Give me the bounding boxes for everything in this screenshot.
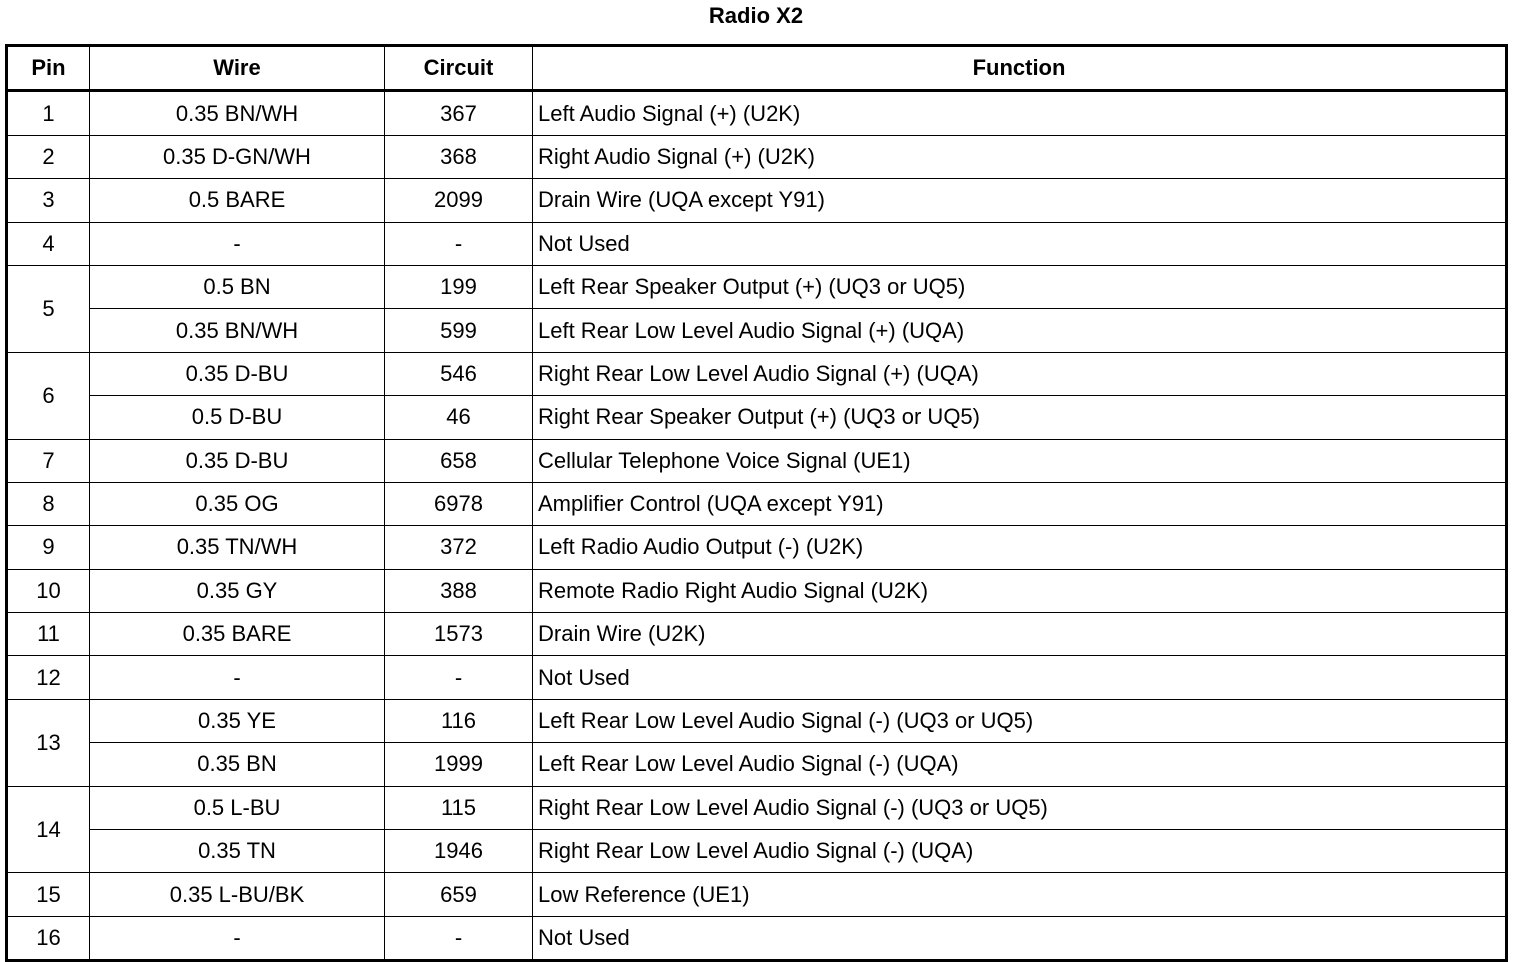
circuit-cell: 1573 xyxy=(385,613,533,656)
function-cell: Left Rear Low Level Audio Signal (-) (UQA) xyxy=(533,743,1507,786)
pin-cell: 2 xyxy=(7,135,90,178)
circuit-cell: 46 xyxy=(385,396,533,439)
table-header-row xyxy=(7,46,1507,91)
pin-cell: 5 xyxy=(7,265,90,352)
circuit-cell: 116 xyxy=(385,699,533,742)
table-row xyxy=(7,352,1507,395)
wire-cell: 0.35 YE xyxy=(90,699,385,742)
function-cell: Drain Wire (UQA except Y91) xyxy=(533,179,1507,222)
wire-cell: 0.5 BN xyxy=(90,265,385,308)
wire-cell: 0.35 BN/WH xyxy=(90,91,385,135)
wire-cell: 0.35 TN xyxy=(90,830,385,873)
circuit-cell: 368 xyxy=(385,135,533,178)
function-cell: Cellular Telephone Voice Signal (UE1) xyxy=(533,439,1507,482)
circuit-cell: 372 xyxy=(385,526,533,569)
function-cell: Right Rear Low Level Audio Signal (-) (UQ3 or UQ5) xyxy=(533,786,1507,829)
pin-cell: 14 xyxy=(7,786,90,873)
wire-cell: 0.5 BARE xyxy=(90,179,385,222)
wire-cell: 0.35 BARE xyxy=(90,613,385,656)
wire-cell: 0.35 L-BU/BK xyxy=(90,873,385,916)
table-row xyxy=(7,179,1507,222)
wire-cell: 0.35 TN/WH xyxy=(90,526,385,569)
circuit-cell: - xyxy=(385,916,533,960)
header-wire: Wire xyxy=(90,46,385,91)
circuit-cell: 388 xyxy=(385,569,533,612)
circuit-cell: 1946 xyxy=(385,830,533,873)
circuit-cell: 659 xyxy=(385,873,533,916)
table-row xyxy=(7,743,1507,786)
document-title: Radio X2 xyxy=(708,3,804,28)
function-cell: Left Rear Low Level Audio Signal (+) (UQA) xyxy=(533,309,1507,352)
circuit-cell: 658 xyxy=(385,439,533,482)
header-pin: Pin xyxy=(7,46,90,91)
circuit-cell: - xyxy=(385,656,533,699)
function-cell: Amplifier Control (UQA except Y91) xyxy=(533,482,1507,525)
function-cell: Low Reference (UE1) xyxy=(533,873,1507,916)
function-cell: Right Rear Low Level Audio Signal (+) (UQA) xyxy=(533,352,1507,395)
function-cell: Left Audio Signal (+) (U2K) xyxy=(533,91,1507,135)
wire-cell: 0.35 BN xyxy=(90,743,385,786)
wire-cell: 0.35 OG xyxy=(90,482,385,525)
pin-cell: 10 xyxy=(7,569,90,612)
wire-cell: 0.35 D-BU xyxy=(90,352,385,395)
wire-cell: - xyxy=(90,656,385,699)
circuit-cell: 199 xyxy=(385,265,533,308)
table-row xyxy=(7,439,1507,482)
pin-cell: 4 xyxy=(7,222,90,265)
table-row xyxy=(7,656,1507,699)
table-row xyxy=(7,135,1507,178)
circuit-cell: 546 xyxy=(385,352,533,395)
table-row xyxy=(7,482,1507,525)
table-row xyxy=(7,222,1507,265)
circuit-cell: 599 xyxy=(385,309,533,352)
circuit-cell: 367 xyxy=(385,91,533,135)
function-cell: Not Used xyxy=(533,222,1507,265)
table-row xyxy=(7,786,1507,829)
pin-cell: 12 xyxy=(7,656,90,699)
header-function: Function xyxy=(533,46,1507,91)
connector-pin-table xyxy=(5,44,1508,962)
table-row xyxy=(7,613,1507,656)
table-row xyxy=(7,91,1507,135)
function-cell: Right Rear Speaker Output (+) (UQ3 or UQ5) xyxy=(533,396,1507,439)
table-row xyxy=(7,526,1507,569)
wire-cell: 0.5 L-BU xyxy=(90,786,385,829)
function-cell: Drain Wire (U2K) xyxy=(533,613,1507,656)
wire-cell: - xyxy=(90,916,385,960)
circuit-cell: - xyxy=(385,222,533,265)
wire-cell: - xyxy=(90,222,385,265)
function-cell: Not Used xyxy=(533,656,1507,699)
function-cell: Left Radio Audio Output (-) (U2K) xyxy=(533,526,1507,569)
pin-cell: 11 xyxy=(7,613,90,656)
pin-cell: 15 xyxy=(7,873,90,916)
table-row xyxy=(7,396,1507,439)
pin-cell: 3 xyxy=(7,179,90,222)
wire-cell: 0.35 BN/WH xyxy=(90,309,385,352)
pin-cell: 8 xyxy=(7,482,90,525)
table-row xyxy=(7,873,1507,916)
function-cell: Right Rear Low Level Audio Signal (-) (UQA) xyxy=(533,830,1507,873)
function-cell: Not Used xyxy=(533,916,1507,960)
table-row xyxy=(7,699,1507,742)
pin-cell: 9 xyxy=(7,526,90,569)
circuit-cell: 6978 xyxy=(385,482,533,525)
pin-cell: 16 xyxy=(7,916,90,960)
table-row xyxy=(7,265,1507,308)
wire-cell: 0.35 D-BU xyxy=(90,439,385,482)
wire-cell: 0.35 GY xyxy=(90,569,385,612)
circuit-cell: 115 xyxy=(385,786,533,829)
pin-cell: 1 xyxy=(7,91,90,135)
circuit-cell: 2099 xyxy=(385,179,533,222)
wire-cell: 0.35 D-GN/WH xyxy=(90,135,385,178)
table-row xyxy=(7,309,1507,352)
header-circuit: Circuit xyxy=(385,46,533,91)
pin-cell: 7 xyxy=(7,439,90,482)
function-cell: Right Audio Signal (+) (U2K) xyxy=(533,135,1507,178)
pin-cell: 6 xyxy=(7,352,90,439)
function-cell: Remote Radio Right Audio Signal (U2K) xyxy=(533,569,1507,612)
function-cell: Left Rear Speaker Output (+) (UQ3 or UQ5) xyxy=(533,265,1507,308)
wire-cell: 0.5 D-BU xyxy=(90,396,385,439)
function-cell: Left Rear Low Level Audio Signal (-) (UQ3 or UQ5) xyxy=(533,699,1507,742)
table-row xyxy=(7,569,1507,612)
table-row xyxy=(7,916,1507,960)
table-row xyxy=(7,830,1507,873)
circuit-cell: 1999 xyxy=(385,743,533,786)
pin-cell: 13 xyxy=(7,699,90,786)
